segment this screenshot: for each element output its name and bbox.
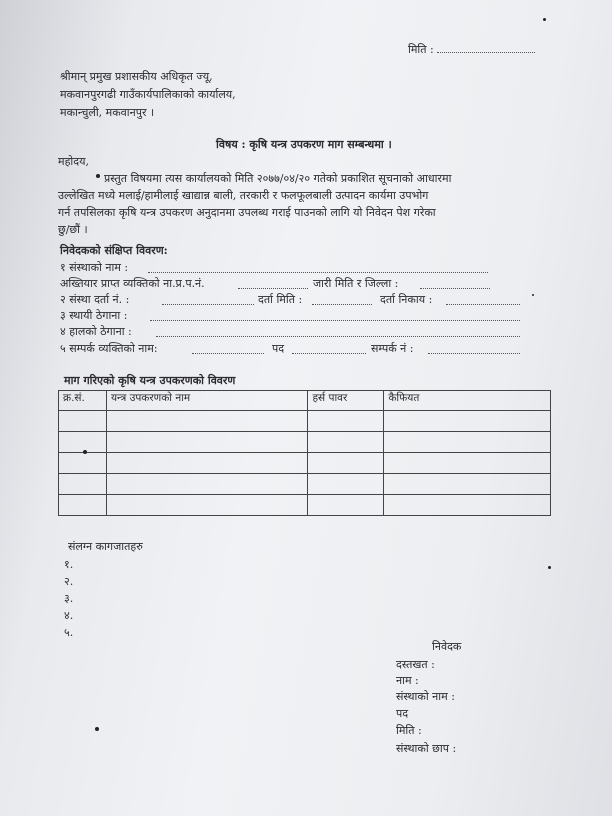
org-stamp-label: संस्थाको छाप : [396, 742, 457, 755]
authorized-person-label: अख्तियार प्राप्त व्यक्तिको ना.प्र.प.नं. [60, 277, 205, 290]
paper-speck [543, 18, 546, 21]
contact-no-blank [428, 353, 520, 354]
paper-speck [95, 727, 99, 731]
issue-date-district-label: जारी मिति र जिल्ला : [313, 277, 399, 290]
permanent-address-label: ३ स्थायी ठेगाना : [60, 309, 128, 322]
issue-date-district-blank [420, 288, 490, 289]
current-address-label: ४ हालको ठेगाना : [60, 325, 132, 338]
attachments-heading: संलग्न कागजातहरु [68, 540, 143, 553]
body-line-4: छु/छौं । [58, 223, 88, 236]
salutation: महोदय, [58, 155, 89, 168]
table-cell [106, 432, 308, 453]
paper-speck [532, 294, 534, 296]
permanent-address-blank [150, 320, 520, 321]
registration-no-blank [162, 304, 254, 305]
table-cell [59, 432, 107, 453]
applicant-section-heading: निवेदकको संक्षिप्त विवरण: [60, 244, 168, 257]
contact-person-label: ५ सम्पर्क व्यक्तिको नाम: [60, 342, 158, 355]
addressee-line-2: मकवानपुरगढी गाउँकार्यपालिकाको कार्यालय, [60, 88, 236, 101]
equipment-section-heading: माग गरिएको कृषि यन्त्र उपकरणको विवरण [64, 374, 236, 387]
attachment-item-3: ३. [64, 592, 74, 605]
paper-speck [548, 566, 551, 569]
body-line-2: उल्लेखित मध्ये मलाई/हामीलाई खाद्यान्न बाली, तरकारी र फलफूलबाली उत्पादन कार्यमा उपभोग [58, 189, 429, 202]
table-cell [384, 495, 551, 516]
attachment-item-1: १. [64, 558, 74, 571]
table-cell [384, 432, 551, 453]
date-field [408, 42, 535, 56]
paper-speck [83, 450, 87, 454]
contact-person-blank [192, 353, 264, 354]
addressee-line-1: श्रीमान् प्रमुख प्रशासकीय अधिकृत ज्यू, [60, 70, 213, 83]
table-cell [308, 411, 384, 432]
date-blank [437, 42, 535, 53]
current-address-blank [156, 336, 520, 337]
body-line-3: गर्न तपसिलका कृषि यन्त्र उपकरण अनुदानमा उपलब्ध गराई पाउनको लागि यो निवेदन पेश गरेका [58, 206, 436, 219]
column-header-remarks: कैफियत [384, 391, 551, 411]
table-cell [106, 495, 308, 516]
table-cell [384, 474, 551, 495]
table-cell [308, 474, 384, 495]
registration-date-blank [312, 304, 372, 305]
signer-name-label: नाम : [396, 674, 419, 687]
date-label: मिति : [408, 43, 434, 56]
subject-line: विषय : कृषि यन्त्र उपकरण माग सम्बन्धमा । [216, 138, 392, 151]
table-cell [106, 411, 308, 432]
bullet-mark [96, 174, 100, 178]
table-row [59, 495, 551, 516]
table-cell [384, 411, 551, 432]
table-cell [59, 474, 107, 495]
attachment-item-4: ४. [64, 609, 74, 622]
signer-position-label: पद [396, 707, 409, 720]
table-row [59, 411, 551, 432]
table-row [59, 453, 551, 474]
table-cell [59, 495, 107, 516]
signature-block-heading: निवेदक [432, 640, 462, 653]
table-cell [384, 453, 551, 474]
org-name-label: १ संस्थाको नाम : [60, 261, 129, 274]
table-cell [59, 453, 107, 474]
attachment-item-5: ५. [64, 626, 74, 639]
position-label: पद [272, 342, 285, 355]
table-cell [308, 453, 384, 474]
position-blank [292, 353, 366, 354]
contact-no-label: सम्पर्क नं : [371, 342, 414, 355]
equipment-table [58, 390, 551, 516]
registration-office-blank [446, 304, 520, 305]
equipment-table-header-row [59, 391, 551, 411]
registration-office-label: दर्ता निकाय : [380, 293, 433, 306]
table-cell [59, 411, 107, 432]
column-header-equipment-name: यन्त्र उपकरणको नाम [106, 391, 308, 411]
registration-no-label: २ संस्था दर्ता नं. : [60, 293, 130, 306]
signature-label: दस्तखत : [396, 658, 435, 671]
table-cell [308, 432, 384, 453]
table-row [59, 474, 551, 495]
table-cell [106, 474, 308, 495]
attachment-item-2: २. [64, 575, 74, 588]
column-header-serial: क्र.सं. [59, 391, 107, 411]
body-line-1: प्रस्तुत विषयमा त्यस कार्यालयको मिति २०७७/०४/२० गतेको प्रकाशित सूचनाको आधारमा [104, 172, 452, 185]
org-name-blank [148, 272, 488, 273]
table-cell [308, 495, 384, 516]
authorized-person-blank [238, 288, 308, 289]
addressee-line-3: मकान्चुली, मकवानपुर । [60, 106, 155, 119]
column-header-horse-power: हर्स पावर [308, 391, 384, 411]
table-row [59, 432, 551, 453]
registration-date-label: दर्ता मिति : [258, 293, 303, 306]
signer-date-label: मिति : [396, 724, 422, 737]
signer-org-name-label: संस्थाको नाम : [396, 690, 455, 703]
table-cell [106, 453, 308, 474]
